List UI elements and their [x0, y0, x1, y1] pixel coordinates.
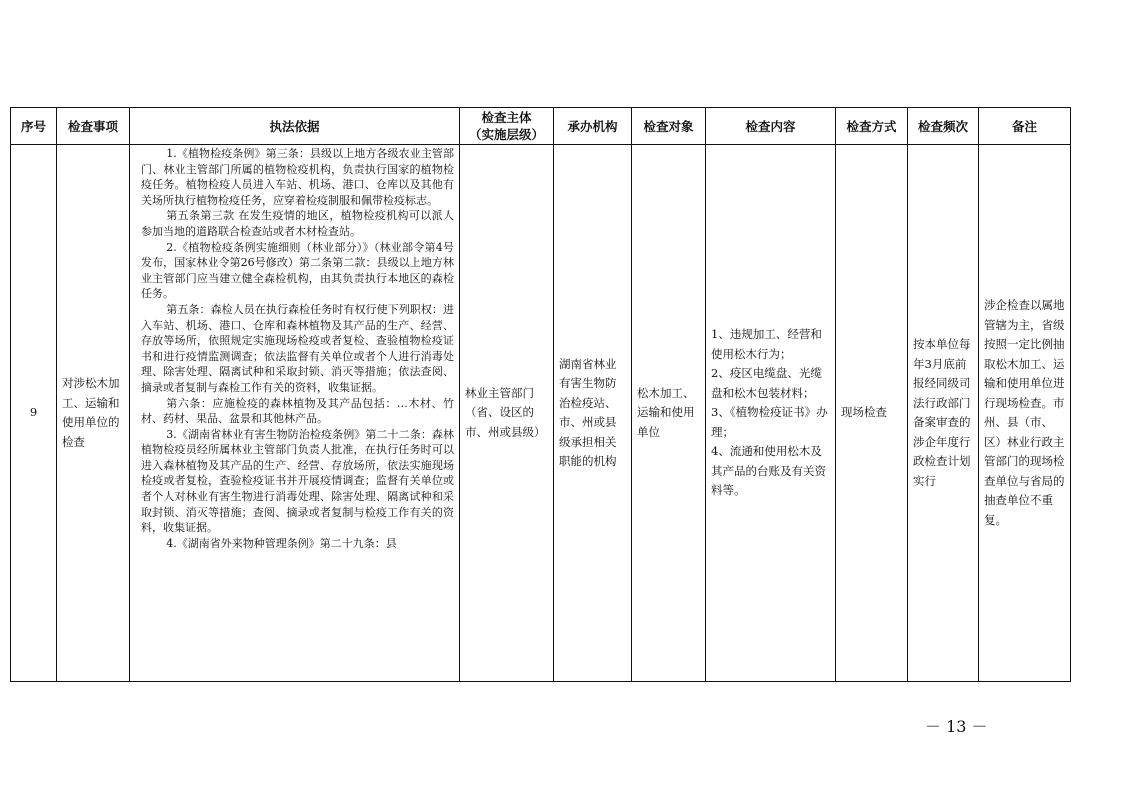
header-remarks: 备注 [979, 108, 1071, 145]
cell-inspection-method: 现场检查 [836, 145, 908, 682]
header-inspection-target: 检查对象 [632, 108, 706, 145]
header-inspection-frequency: 检查频次 [908, 108, 979, 145]
cell-handling-agency: 湖南省林业有害生物防治检疫站、市、州或县级承担相关职能的机构 [554, 145, 632, 682]
basis-paragraph: 第五条：森检人员在执行森检任务时有权行使下列职权：进入车站、机场、港口、仓库和森林植物及其产品的生产、经营、存放等场所，依照规定实施现场检疫或者复检、查验植物检疫证书和进行疫情监测调查；依法监督有关单位或者个人进行消毒处理、除害处理、隔离试种和采取封锁、消灭等措施；依法查阅、摘录或者复制与森检工作有关的资料，收集证据。 [141, 302, 454, 394]
basis-paragraph: 第六条：应施检疫的森林植物及其产品包括：…木材、竹材、药材、果品、盆景和其他林产品。 [141, 396, 454, 426]
basis-paragraph: 第五条第三款 在发生疫情的地区，植物检疫机构可以派人参加当地的道路联合检查站或者木材检查站。 [141, 209, 454, 238]
header-inspection-item: 检查事项 [57, 108, 130, 145]
cell-inspection-target: 松木加工、运输和使用单位 [632, 145, 706, 682]
header-serial-no: 序号 [11, 108, 57, 145]
inspection-table [10, 107, 1071, 682]
header-handling-agency: 承办机构 [554, 108, 632, 145]
header-legal-basis: 执法依据 [130, 108, 460, 145]
basis-paragraph: 2.《植物检疫条例实施细则（林业部分）》（林业部令第4号发布，国家林业令第26号修改）第二条第二款：县级以上地方林业主管部门应当建立健全森检机构，由其负责执行本地区的森检任务。 [141, 240, 454, 301]
cell-inspection-frequency: 按本单位每年3月底前报经同级司法行政部门备案审查的涉企年度行政检查计划实行 [908, 145, 979, 682]
cell-inspection-subject: 林业主管部门（省、设区的市、州或县级） [460, 145, 554, 682]
cell-legal-basis [130, 145, 460, 682]
page-number: － 13 － [925, 717, 988, 736]
basis-paragraph: 4.《湖南省外来物种管理条例》第二十九条：县 [166, 536, 397, 550]
basis-paragraph: 1.《植物检疫条例》第三条：县级以上地方各级农业主管部门、林业主管部门所属的植物检疫机构，负责执行国家的植物检疫任务。植物检疫人员进入车站、机场、港口、仓库以及其他有关场所执行植物检疫任务，应穿着检疫制服和佩带检疫标志。 [141, 147, 454, 207]
header-inspection-content: 检查内容 [706, 108, 836, 145]
cell-inspection-content: 1、违规加工、经营和使用松木行为； 2、疫区电缆盘、光缆盘和松木包装材料； 3、《植物检疫证书》办理； 4、流通和使用松木及其产品的台账及有关资料等。 [706, 145, 836, 682]
cell-serial-no: 9 [11, 145, 57, 682]
header-inspection-subject: 检查主体 （实施层级） [460, 108, 554, 145]
header-row [11, 108, 1071, 145]
basis-paragraph: 3.《湖南省林业有害生物防治检疫条例》第二十二条：森林植物检疫员经所属林业主管部门负责人批准，在执行任务时可以进入森林植物及其产品的生产、经营、存放场所，依法实施现场检疫或者复检，查验检疫证书并开展疫情调查；监督有关单位或者个人对林业有害生物进行消毒处理、除害处理、隔离试种和采取封锁、消灭等措施；查阅、摘录或者复制与检疫工作有关的资料，收集证据。 [141, 427, 454, 535]
header-inspection-method: 检查方式 [836, 108, 908, 145]
cell-inspection-item: 对涉松木加工、运输和使用单位的检查 [57, 145, 130, 682]
table-row [11, 145, 1071, 682]
cell-remarks: 涉企检查以属地管辖为主，省级按照一定比例抽取松木加工、运输和使用单位进行现场检查。市州、县（市、区）林业行政主管部门的现场检查单位与省局的抽查单位不重复。 [979, 145, 1071, 682]
